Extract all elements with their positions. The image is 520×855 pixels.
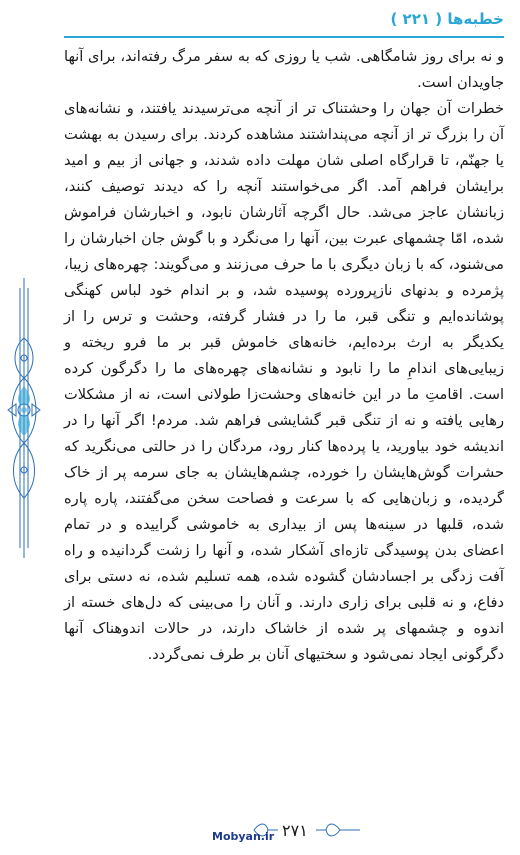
margin-ornament-icon: [4, 278, 44, 558]
page-number: ۲۷۱: [282, 821, 308, 840]
page-header: [64, 8, 504, 38]
page-footer: [0, 812, 520, 842]
footer-right-ornament-icon: [314, 820, 362, 840]
paragraph: و نه برای روز شامگاهی. شب یا روزی که به سفر مرگ رفته‌اند، برای آنها جاویدان است.: [64, 48, 504, 91]
site-brand: Mobyan.ir: [212, 830, 275, 843]
chapter-title: خطبه‌ها ( ۲۲۱ ): [390, 10, 504, 28]
paragraph: خطرات آن جهان را وحشتناک تر از آنچه می‌ترسیدند یافتند، و نشانه‌های آن را بزرگ تر از آنچه می‌پنداشتند مشاهده کردند. برای رسیدن به بهشت یا جهنّم، تا قرارگاه اصلی شان مهلت داده شدند، و جهانی از بیم و امید برایشان فراهم آمد. اگر می‌خواستند آنچه را که دیدند توصیف کنند، زبانشان عاجز می‌شد. حال اگرچه آثارشان نابود، و اخبارشان فراموش شده، امّا چشمهای عبرت بین، آنها را می‌نگرد و با گوش جان اخبارشان را می‌شنود، که با زبان دیگری با ما حرف می‌زنند و می‌گویند: چهره‌های زیبا، پژمرده و بدنهای نازپرورده پوسیده شد، و بر اندام خود لباس کهنگی پوشانده‌ایم و تنگی قبر، ما را در فشار گرفته، وحشت و ترس را از یکدیگر به ارث برده‌ایم، خانه‌های خاموش قبر بر ما فرو ریخته و زیبایی‌های اندامِ ما را نابود و نشانه‌های چهره‌های ما را دگرگون کرده است. اقامتِ ما در این خانه‌های وحشت‌زا طولانی است، نه از مشکلات رهایی یافته و نه از تنگی قبر گشایشی فراهم شد. مردم! اگر آنها را در اندیشه خود بیاورید، یا پرده‌ها کنار رود، مردگان را در حالتی می‌نگرید که حشرات گوش‌هایشان را خورده، چشم‌هایشان به جای سرمه پر از خاک گردیده، و زبان‌هایی که با سرعت و فصاحت سخن می‌گفتند، پاره پاره شده، قلبها در سینه‌ها پس از بیداری به خاموشی گراییده و در تمام اعضای بدن پوسیدگی تازه‌ای آشکار شده، و آنها را زشت گردانیده و راه آفت زدگی بر اجسادشان گشوده شده، همه تسلیم شده، نه دستی برای دفاع، و نه قلبی برای زاری دارند. و آنان را می‌بینی که دل‌های خسته از اندوه و چشمهای پر شده از خاشاک دارند، در حالات اندوهناک آنها دگرگونی ایجاد نمی‌شود و سختیهای آنان بر طرف نمی‌گردد.: [64, 100, 504, 663]
body-text: [64, 44, 504, 668]
